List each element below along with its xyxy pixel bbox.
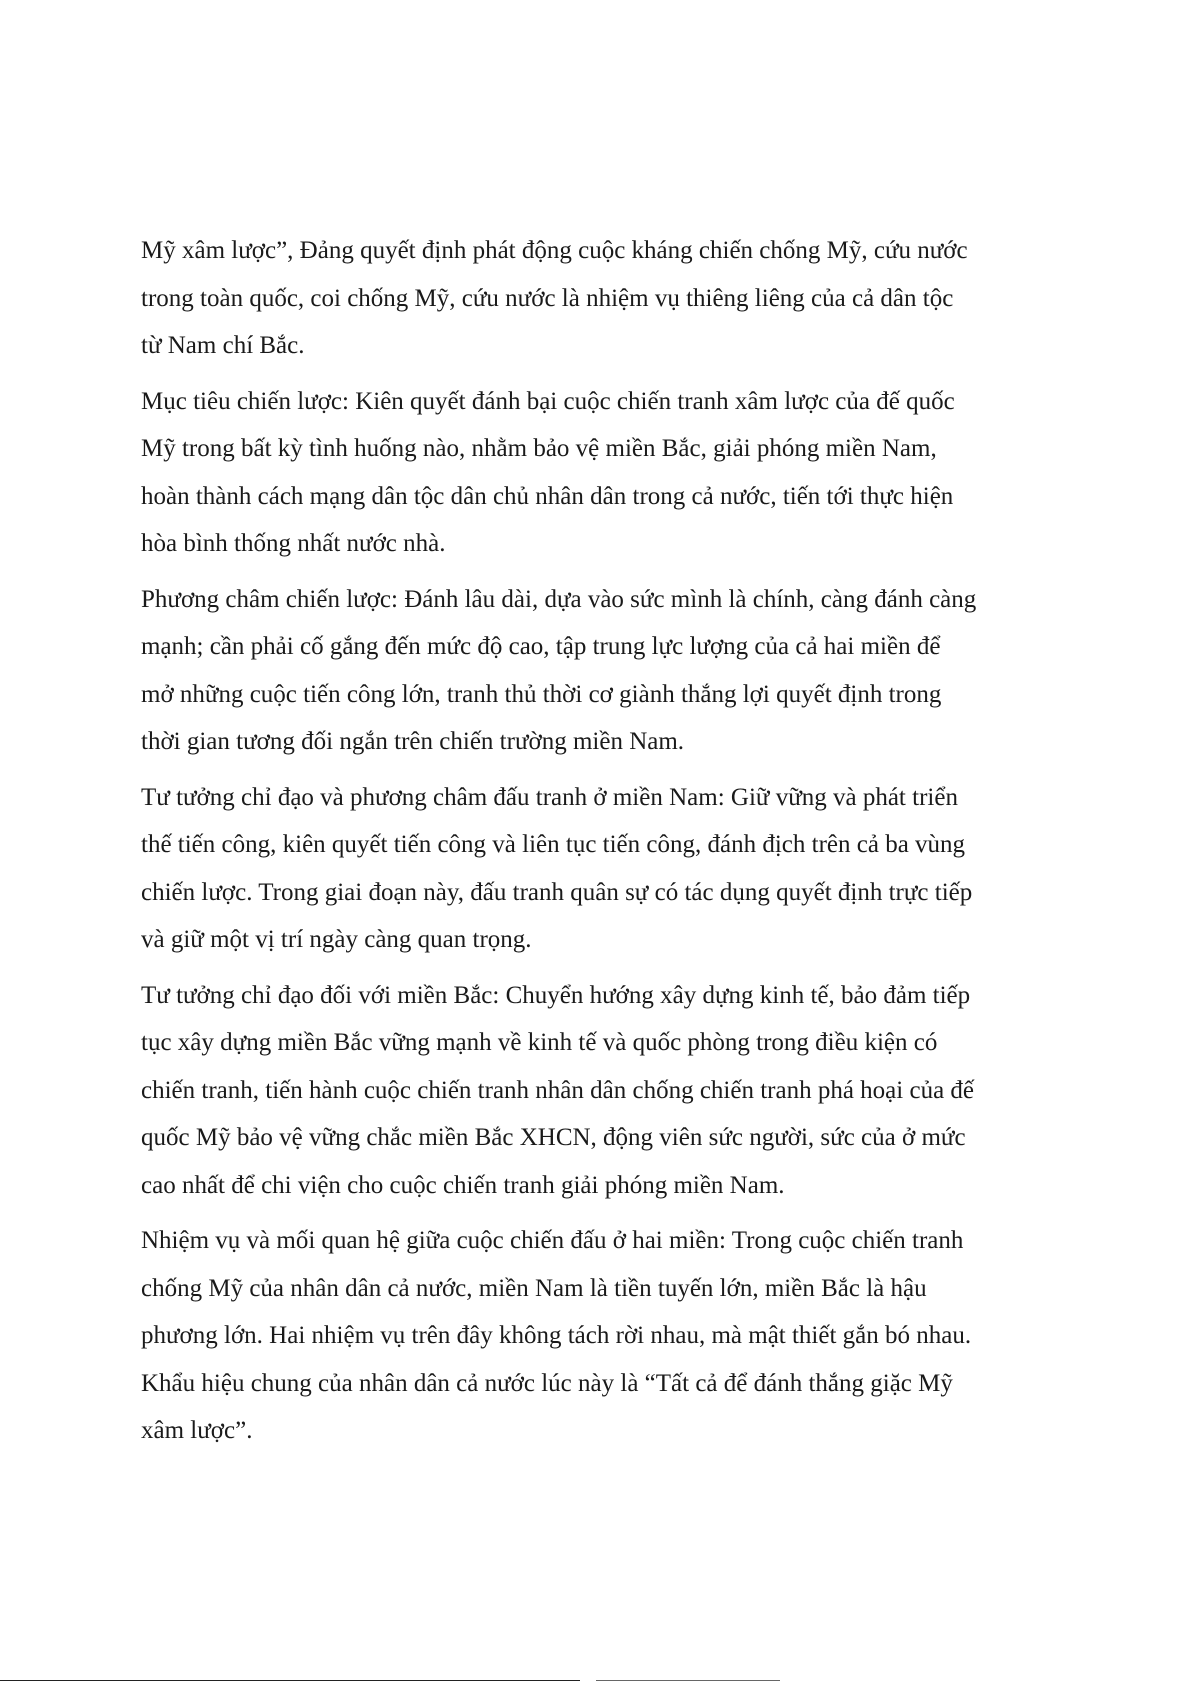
- text-line: từ Nam chí Bắc.: [141, 332, 305, 359]
- text-line: trong toàn quốc, coi chống Mỹ, cứu nước là nhiệm vụ thiêng liêng của cả dân tộc: [141, 284, 954, 312]
- paragraph-strategic-guideline: [141, 576, 1071, 766]
- text-line: chống Mỹ của nhân dân cả nước, miền Nam là tiền tuyến lớn, miền Bắc là hậu: [141, 1274, 927, 1302]
- text-line: Mục tiêu chiến lược: Kiên quyết đánh bại cuộc chiến tranh xâm lược của đế quốc: [141, 387, 955, 415]
- text-line: Phương châm chiến lược: Đánh lâu dài, dựa vào sức mình là chính, càng đánh càng: [141, 585, 977, 613]
- text-line: phương lớn. Hai nhiệm vụ trên đây không tách rời nhau, mà mật thiết gắn bó nhau.: [141, 1322, 972, 1349]
- text-line: Nhiệm vụ và mối quan hệ giữa cuộc chiến đấu ở hai miền: Trong cuộc chiến tranh: [141, 1227, 964, 1254]
- text-line: thế tiến công, kiên quyết tiến công và liên tục tiến công, đánh địch trên cả ba vùng: [141, 831, 966, 858]
- footer-divider: [596, 1680, 780, 1681]
- text-line: Tư tưởng chỉ đạo và phương châm đấu tranh ở miền Nam: Giữ vững và phát triển: [141, 783, 958, 811]
- text-line: xâm lược”.: [141, 1417, 253, 1444]
- text-line: mạnh; cần phải cố gắng đến mức độ cao, tập trung lực lượng của cả hai miền để: [141, 633, 941, 660]
- paragraph-south-guideline: [141, 774, 1071, 964]
- text-line: mở những cuộc tiến công lớn, tranh thủ thời cơ giành thắng lợi quyết định trong: [141, 680, 942, 708]
- text-line: cao nhất để chi viện cho cuộc chiến tranh giải phóng miền Nam.: [141, 1171, 785, 1199]
- paragraph-intro: [141, 227, 1071, 370]
- paragraph-strategic-goal: [141, 378, 1071, 568]
- text-line: Tư tưởng chỉ đạo đối với miền Bắc: Chuyển hướng xây dựng kinh tế, bảo đảm tiếp: [141, 981, 971, 1009]
- text-line: chiến tranh, tiến hành cuộc chiến tranh nhân dân chống chiến tranh phá hoại của đế: [141, 1076, 975, 1104]
- text-line: tục xây dựng miền Bắc vững mạnh về kinh tế và quốc phòng trong điều kiện có: [141, 1029, 938, 1056]
- paragraph-two-regions: [141, 1217, 1071, 1455]
- text-line: Mỹ xâm lược”, Đảng quyết định phát động cuộc kháng chiến chống Mỹ, cứu nước: [141, 237, 968, 264]
- text-line: Khẩu hiệu chung của nhân dân cả nước lúc này là “Tất cả để đánh thắng giặc Mỹ: [141, 1369, 953, 1397]
- footer-divider: [0, 1680, 580, 1681]
- paragraph-north-guideline: [141, 972, 1071, 1210]
- text-line: chiến lược. Trong giai đoạn này, đấu tranh quân sự có tác dụng quyết định trực tiếp: [141, 878, 973, 906]
- text-line: hoàn thành cách mạng dân tộc dân chủ nhân dân trong cả nước, tiến tới thực hiện: [141, 482, 954, 510]
- text-line: hòa bình thống nhất nước nhà.: [141, 530, 446, 557]
- text-line: quốc Mỹ bảo vệ vững chắc miền Bắc XHCN, động viên sức người, sức của ở mức: [141, 1124, 966, 1151]
- text-line: và giữ một vị trí ngày càng quan trọng.: [141, 926, 532, 953]
- text-line: Mỹ trong bất kỳ tình huống nào, nhằm bảo vệ miền Bắc, giải phóng miền Nam,: [141, 435, 937, 462]
- document-body: [141, 227, 1071, 1463]
- text-line: thời gian tương đối ngắn trên chiến trường miền Nam.: [141, 728, 685, 755]
